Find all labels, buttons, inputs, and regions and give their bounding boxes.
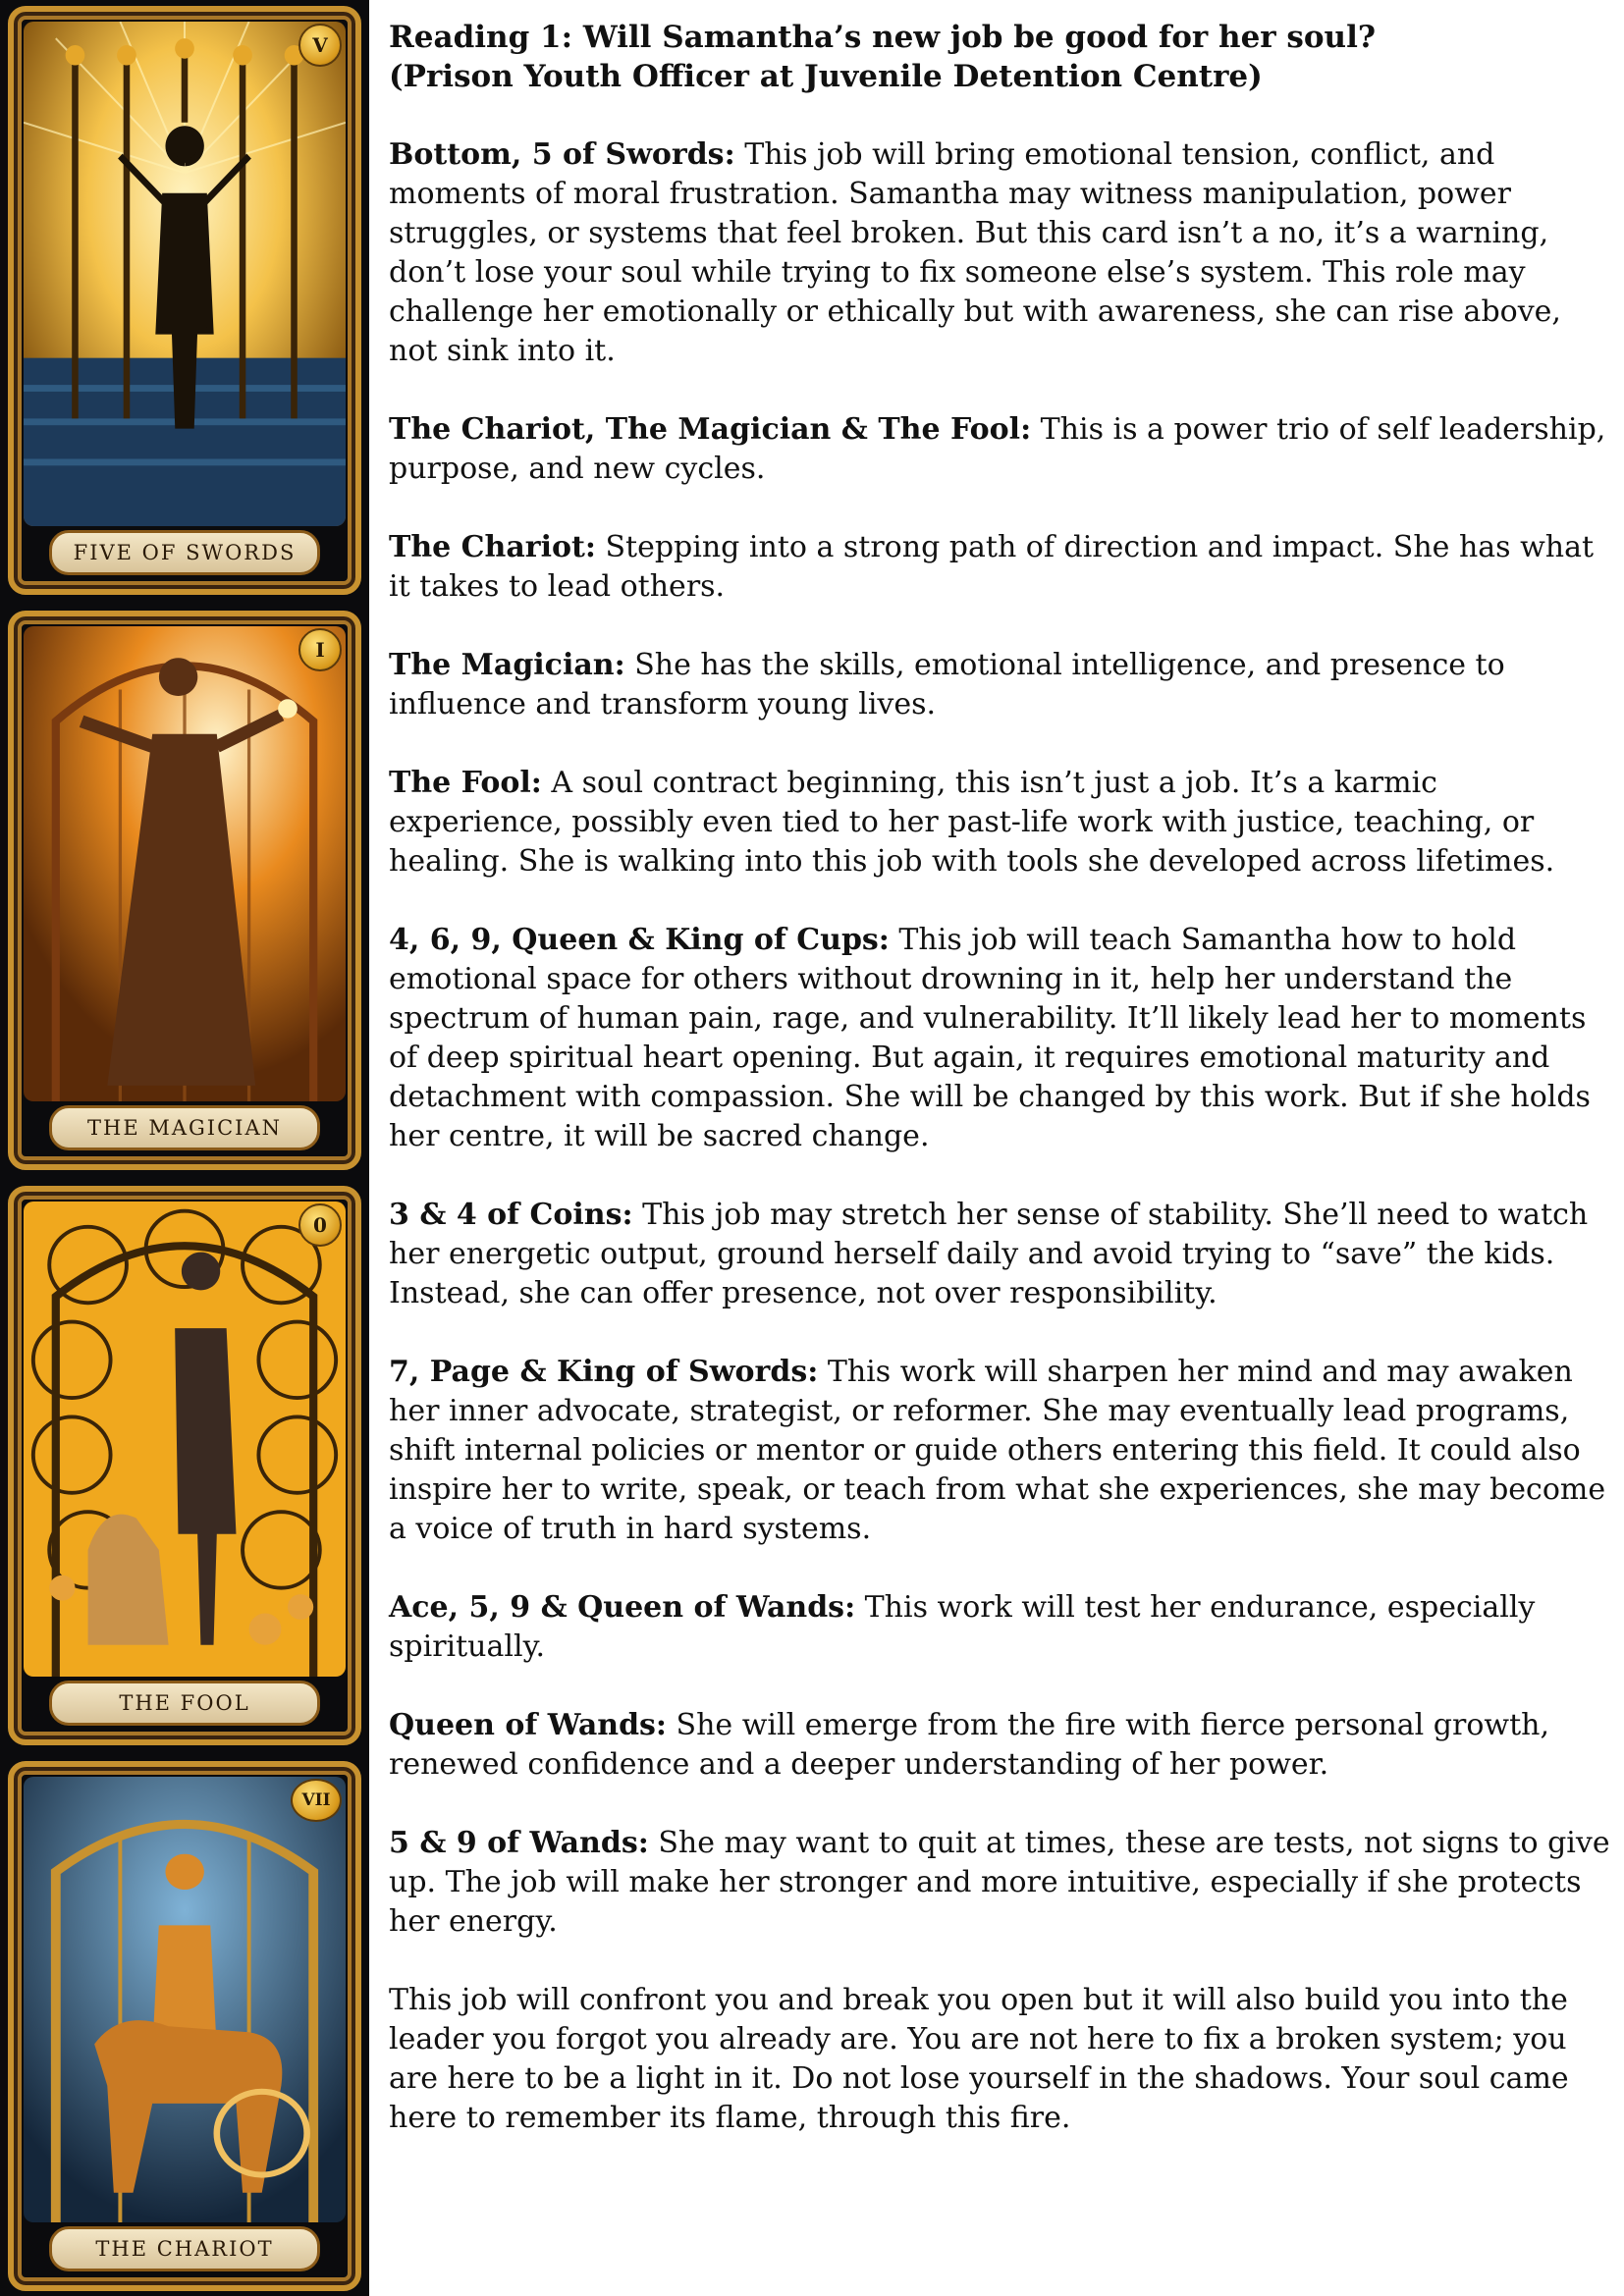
section-body: This work will sharpen her mind and may awaken her inner advocate, strategist, or reformer. She may eventually lead programs, shift internal policies or mentor or guide others entering this field. It could also inspire her to write, speak, or teach from what she experiences, she may become a voice of truth in hard systems. bbox=[389, 1355, 1606, 1546]
section-body: This job may stretch her sense of stability. She’ll need to watch her energetic output, ground herself daily and avoid trying to “save” the kids. Instead, she can offer presence, not over responsibility. bbox=[389, 1198, 1589, 1310]
section-the-fool bbox=[389, 764, 1618, 881]
section-label: The Fool: bbox=[389, 766, 542, 800]
closing-paragraph: This job will confront you and break you open but it will also build you into the leader you forgot you already are. You are not here to fix a broken system; you are here to be a light in it. Do not lose yourself in the shadows. Your soul came here to remember its flame, through this fire. bbox=[389, 1983, 1569, 2135]
card-numeral-badge: I bbox=[298, 628, 342, 671]
card-name-plate: THE MAGICIAN bbox=[49, 1105, 320, 1150]
section-the-chariot bbox=[389, 528, 1618, 607]
section-label: 5 & 9 of Wands: bbox=[389, 1826, 649, 1860]
card-numeral-badge: 0 bbox=[298, 1203, 342, 1247]
section-wands bbox=[389, 1588, 1618, 1667]
section-five-nine-wands bbox=[389, 1824, 1618, 1942]
card-art-five-of-swords bbox=[24, 22, 346, 526]
section-body: This is a power trio of self leadership, purpose, and new cycles. bbox=[389, 412, 1606, 486]
card-the-chariot bbox=[8, 1761, 361, 2291]
reading-title-subtitle: (Prison Youth Officer at Juvenile Detention Centre) bbox=[389, 59, 1263, 94]
card-name-plate: THE FOOL bbox=[49, 1681, 320, 1726]
section-body: A soul contract beginning, this isn’t just a job. It’s a karmic experience, possibly even tied to her past-life work with justice, teaching, or healing. She is walking into this job with tools she developed across lifetimes. bbox=[389, 766, 1555, 879]
section-label: Bottom, 5 of Swords: bbox=[389, 137, 735, 172]
section-label: Queen of Wands: bbox=[389, 1708, 668, 1742]
section-body: Stepping into a strong path of direction and impact. She has what it takes to lead others. bbox=[389, 530, 1595, 604]
tarot-card-column bbox=[0, 0, 369, 2296]
section-power-trio bbox=[389, 410, 1618, 489]
section-label: 3 & 4 of Coins: bbox=[389, 1198, 633, 1232]
card-art-the-fool bbox=[24, 1201, 346, 1677]
card-numeral-badge: VII bbox=[291, 1779, 342, 1822]
section-body: She will emerge from the fire with fierce personal growth, renewed confidence and a deeper understanding of her power. bbox=[389, 1708, 1549, 1782]
section-queen-of-wands bbox=[389, 1706, 1618, 1785]
section-five-of-swords bbox=[389, 135, 1618, 371]
section-label: The Chariot, The Magician & The Fool: bbox=[389, 412, 1032, 447]
card-the-fool bbox=[8, 1186, 361, 1745]
reading-title-question: Reading 1: Will Samantha’s new job be good for her soul? bbox=[389, 20, 1377, 55]
card-name-plate: THE CHARIOT bbox=[49, 2226, 320, 2271]
section-swords bbox=[389, 1353, 1618, 1549]
section-label: 7, Page & King of Swords: bbox=[389, 1355, 819, 1389]
section-body: This work will test her endurance, especially spiritually. bbox=[389, 1590, 1536, 1664]
section-coins bbox=[389, 1196, 1618, 1313]
section-label: 4, 6, 9, Queen & King of Cups: bbox=[389, 923, 890, 957]
section-label: Ace, 5, 9 & Queen of Wands: bbox=[389, 1590, 856, 1625]
card-art-the-chariot bbox=[24, 1777, 346, 2222]
card-the-magician bbox=[8, 611, 361, 1170]
section-label: The Magician: bbox=[389, 648, 625, 682]
card-five-of-swords bbox=[8, 6, 361, 595]
card-name-plate: FIVE OF SWORDS bbox=[49, 530, 320, 575]
card-art-the-magician bbox=[24, 626, 346, 1101]
section-label: The Chariot: bbox=[389, 530, 596, 564]
section-body: She may want to quit at times, these are tests, not signs to give up. The job will make her stronger and more intuitive, especially if she protects her energy. bbox=[389, 1826, 1610, 1939]
reading-title bbox=[389, 18, 1618, 96]
section-the-magician bbox=[389, 646, 1618, 724]
reading-text bbox=[389, 18, 1618, 2177]
section-body: This job will teach Samantha how to hold emotional space for others without drowning in it, help her understand the spectrum of human pain, rage, and vulnerability. It’ll likely lead her to moments of deep spiritual heart opening. But again, it requires emotional maturity and detachment with compassion. She will be changed by this work. But if she holds her centre, it will be sacred change. bbox=[389, 923, 1591, 1153]
section-body: She has the skills, emotional intelligence, and presence to influence and transform young lives. bbox=[389, 648, 1505, 721]
section-cups bbox=[389, 921, 1618, 1156]
section-body: This job will bring emotional tension, conflict, and moments of moral frustration. Samantha may witness manipulation, power struggles, or systems that feel broken. But this card isn’t a no, it’s a warning, don’t lose your soul while trying to fix someone else’s system. This role may challenge her emotionally or ethically but with awareness, she can rise above, not sink into it. bbox=[389, 137, 1561, 368]
card-numeral-badge: V bbox=[298, 24, 342, 67]
